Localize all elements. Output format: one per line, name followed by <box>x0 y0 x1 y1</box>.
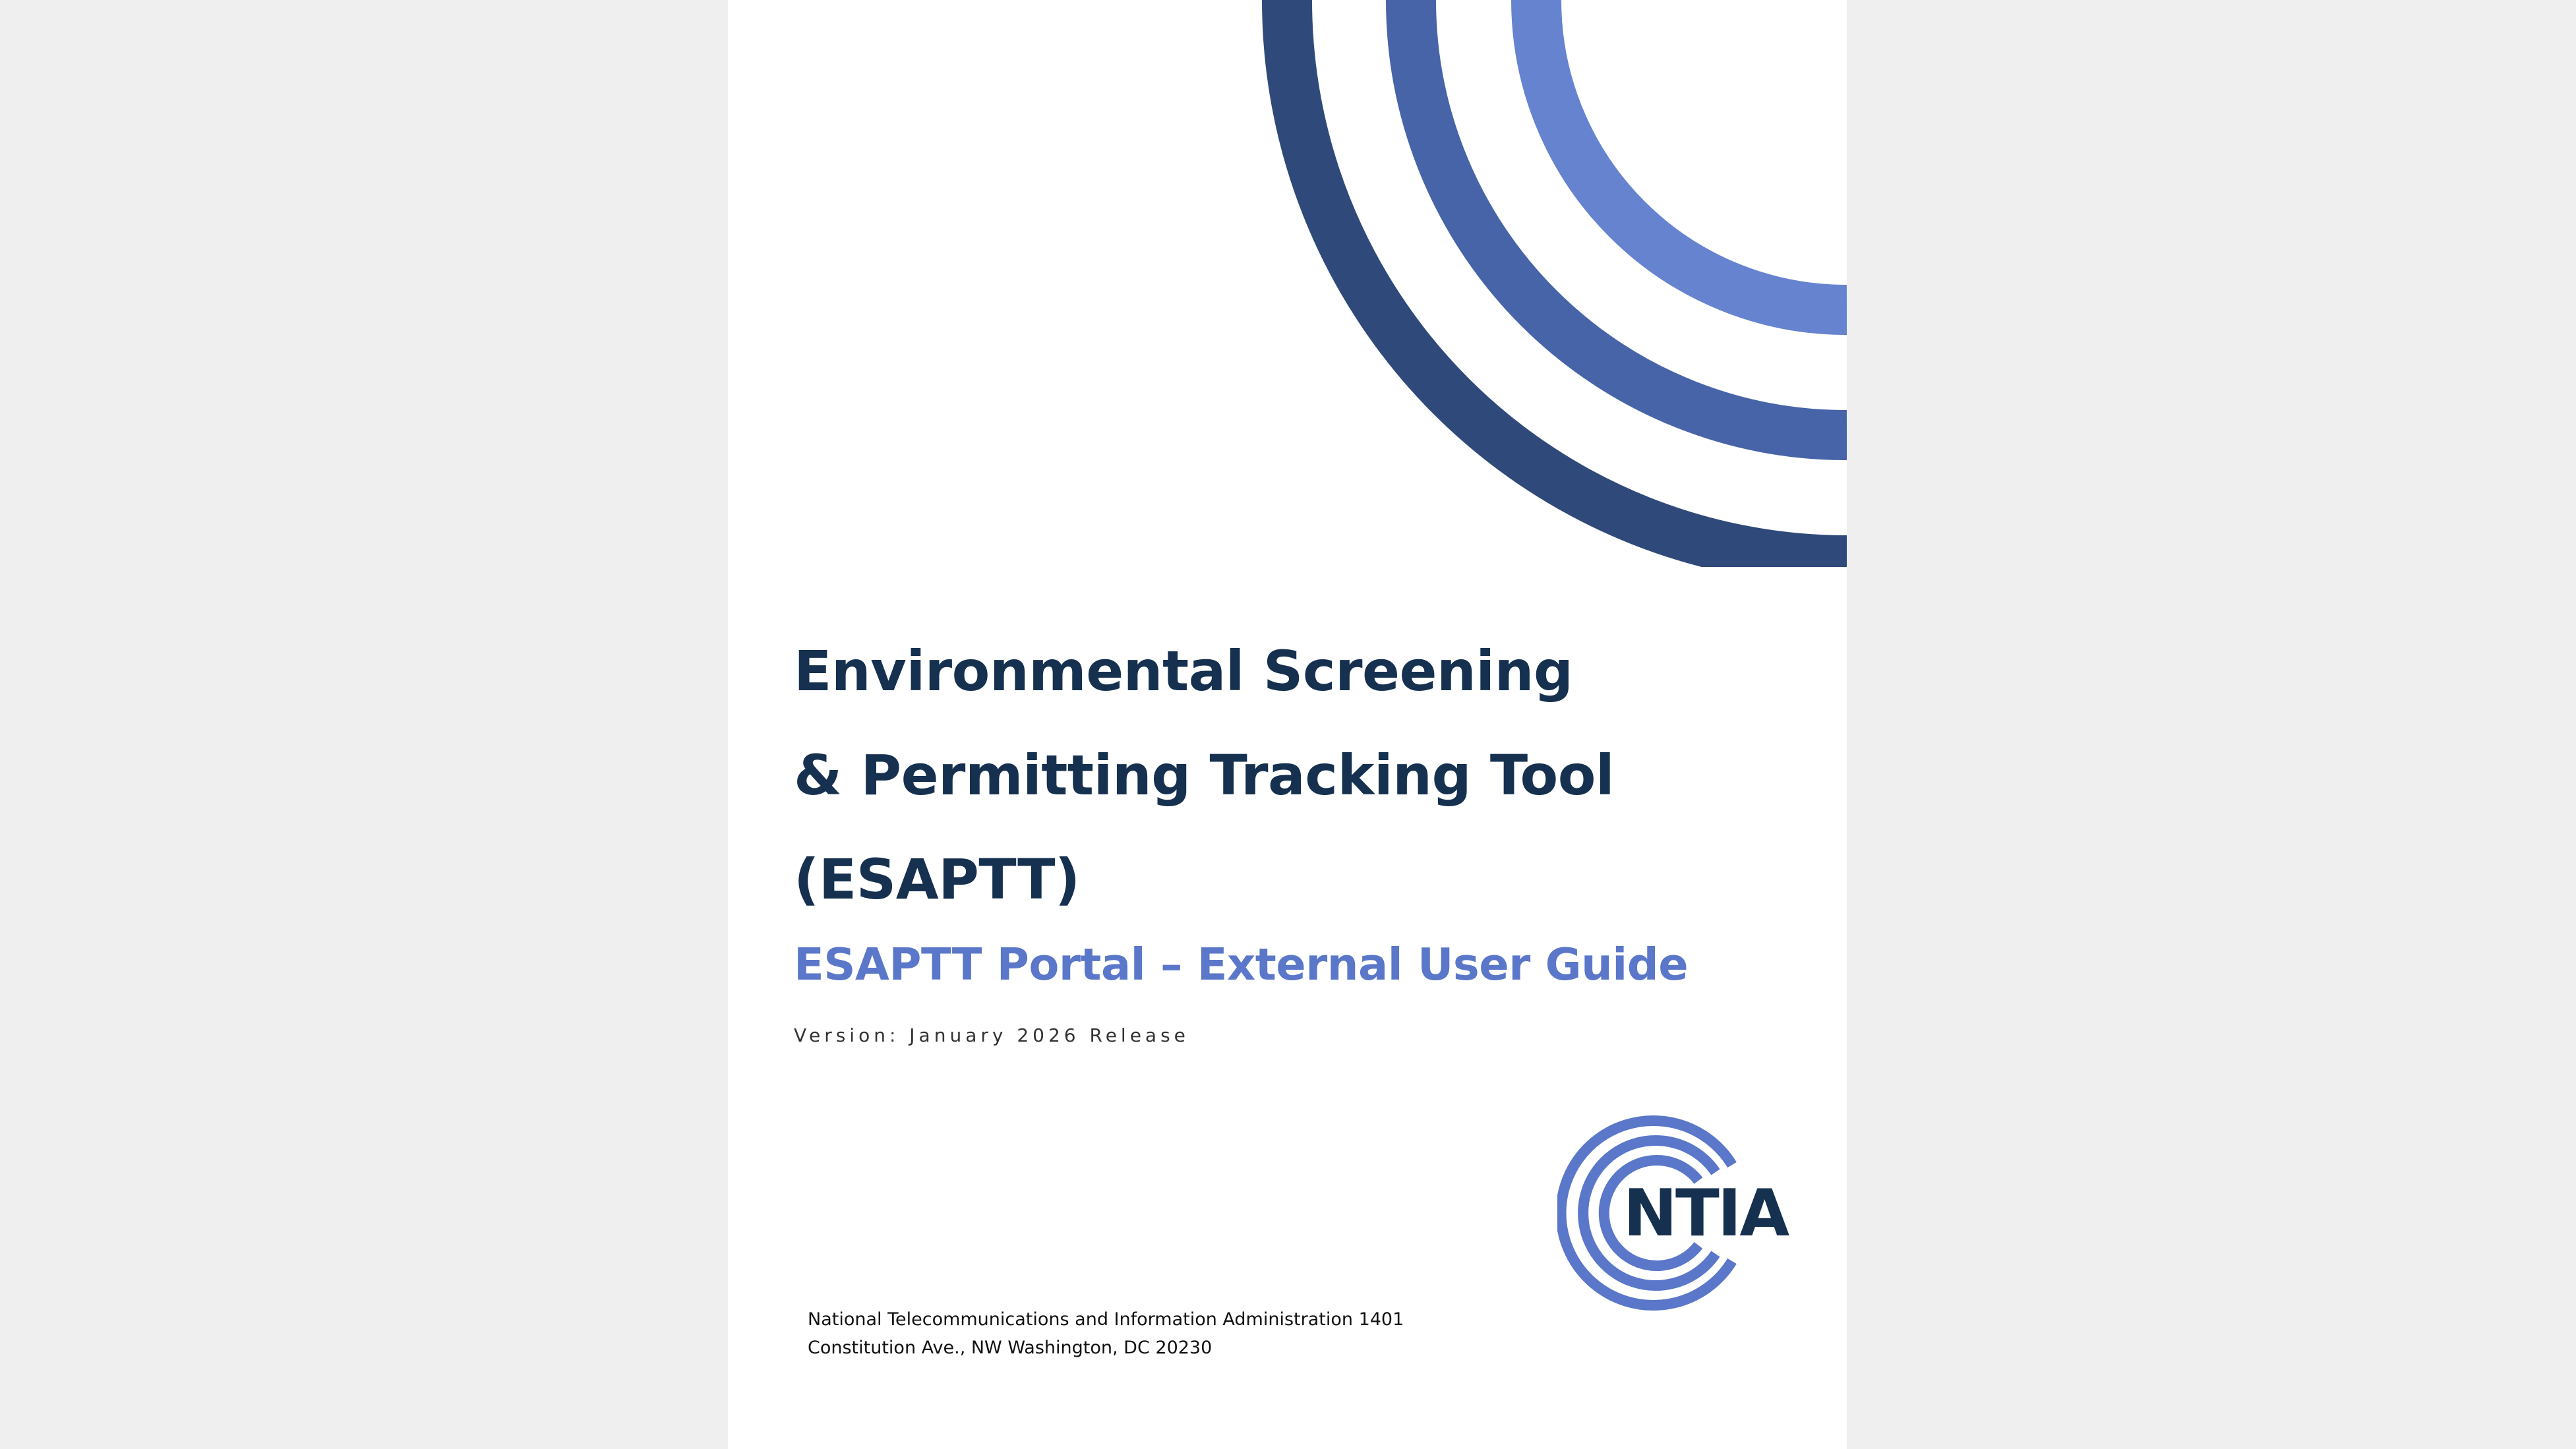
document-subtitle: ESAPTT Portal – External User Guide <box>794 939 1689 990</box>
title-line-3: (ESAPTT) <box>794 847 1080 912</box>
logo-text: NTIA <box>1623 1176 1788 1251</box>
address-line-2: Constitution Ave., NW Washington, DC 20230 <box>808 1338 1213 1358</box>
arc-inner <box>1536 0 1847 310</box>
ntia-logo-icon <box>1557 1108 1795 1318</box>
decorative-arcs-icon <box>728 0 1847 567</box>
title-line-2: & Permitting Tracking Tool <box>794 743 1615 808</box>
title-line-1: Environmental Screening <box>794 639 1573 703</box>
version-label: Version: January 2026 Release <box>794 1024 1189 1046</box>
document-page <box>728 0 1847 1449</box>
address-line-1: National Telecommunications and Information Administration 1401 <box>808 1309 1404 1330</box>
address-block <box>808 1305 1404 1362</box>
